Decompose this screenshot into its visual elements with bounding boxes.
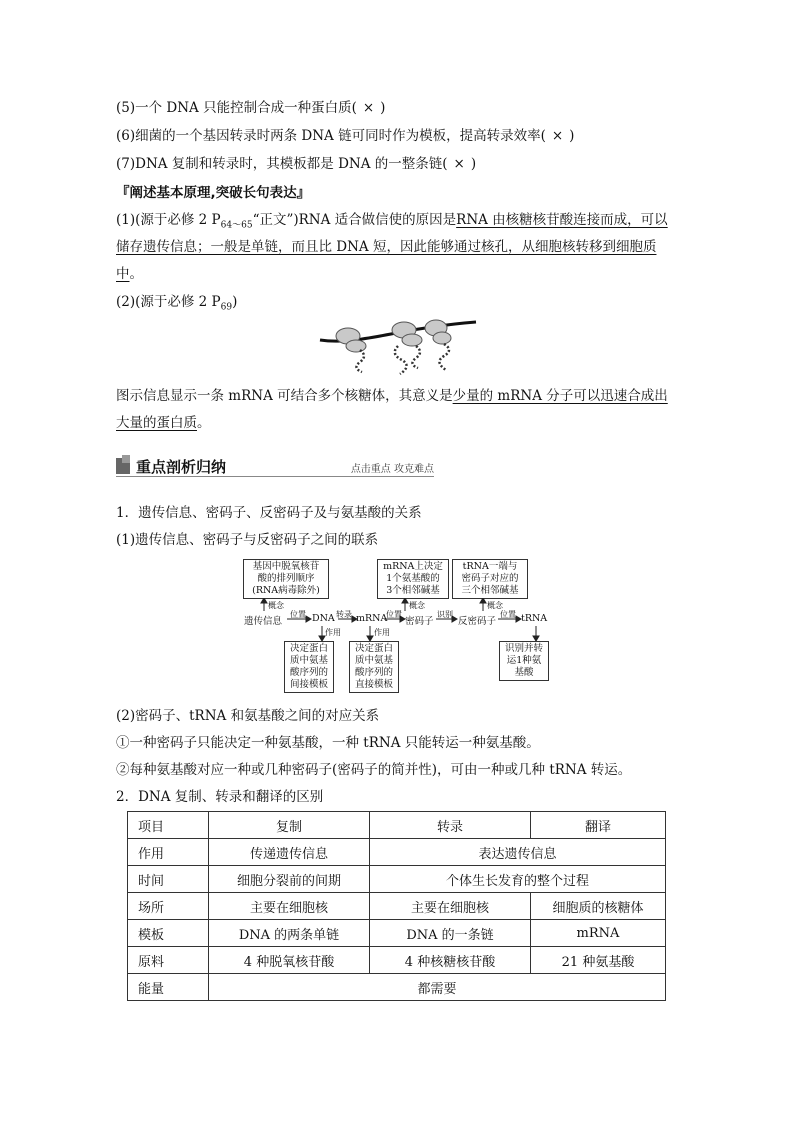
table-row: 作用 传递遗传信息 表达遗传信息	[128, 839, 666, 866]
judge-item-6: (6)细菌的一个基因转录时两条 DNA 链可同时作为模板，提高转录效率( × )	[116, 128, 575, 144]
box-trna-function: 识别并转 运1种氨 基酸	[499, 641, 549, 681]
node-dna: DNA	[312, 613, 335, 624]
point1-sub1: (1)遗传信息、密码子与反密码子之间的联系	[116, 532, 379, 548]
q2-answer: 少量的 mRNA 分子可以迅速合成出	[452, 388, 668, 404]
comparison-table	[127, 811, 666, 1001]
section-title-long-answer: 『阐述基本原理,突破长句表达』	[116, 185, 311, 201]
q1-line-2: 储存遗传信息；一般是单链，而且比 DNA 短，因此能够通过核孔，从细胞核转移到细胞质	[116, 239, 657, 255]
q2-line-1: (2)(源于必修 2 $P_{69}$)	[116, 294, 238, 313]
box-indirect-template: 决定蛋白 质中氨基 酸序列的 间接模板	[284, 641, 334, 693]
point1-item-a: ①一种密码子只能决定一种氨基酸，一种 tRNA 只能转运一种氨基酸。	[116, 735, 540, 751]
judge-item-5: (5)一个 DNA 只能控制合成一种蛋白质( × )	[116, 100, 386, 116]
table-row: 能量 都需要	[128, 974, 666, 1001]
key-section-header: 重点剖析归纳 点击重点 攻克难点	[116, 455, 434, 477]
polyribosome-illustration	[318, 318, 478, 376]
cross-mark: ×	[551, 128, 564, 144]
point2-heading: 2．DNA 复制、转录和翻译的区别	[116, 789, 324, 805]
q2-line-3: 大量的蛋白质。	[116, 415, 211, 431]
table-row: 模板 DNA 的两条单链 DNA 的一条链 mRNA	[128, 920, 666, 947]
cross-mark: ×	[362, 100, 375, 116]
node-genetic-info: 遗传信息	[244, 616, 283, 627]
table-row: 时间 细胞分裂前的间期 个体生长发育的整个过程	[128, 866, 666, 893]
cross-mark: ×	[453, 156, 465, 172]
point1-item-b: ②每种氨基酸对应一种或几种密码子(密码子的简并性)，可由一种或几种 tRNA 转运。	[116, 762, 632, 778]
point1-sub2: (2)密码子、tRNA 和氨基酸之间的对应关系	[116, 708, 380, 724]
q2-line-2: 图示信息显示一条 mRNA 可结合多个核糖体，其意义是少量的 mRNA 分子可以迅速合成出	[116, 388, 668, 404]
box-gene-sequence: 基因中脱氧核苷 酸的排列顺序 (RNA病毒除外)	[243, 559, 329, 599]
diagram-arrows	[240, 598, 560, 642]
table-row: 原料 4 种脱氧核苷酸 4 种核糖核苷酸 21 种氨基酸	[128, 947, 666, 974]
node-anticodon: 反密码子	[458, 616, 497, 627]
box-trna-bases: tRNA一端与 密码子对应的 三个相邻碱基	[452, 559, 528, 599]
node-mrna: mRNA	[356, 613, 388, 624]
box-mrna-bases: mRNA上决定 1个氨基酸的 3个相邻碱基	[377, 559, 449, 599]
q1-line-1: (1)(源于必修 2 $P_{64\sim 65}“$正文”)RNA 适合做信使的原因是RNA 由核糖核苷酸连接而成，可以	[116, 212, 668, 231]
node-codon: 密码子	[405, 616, 434, 627]
table-row: 场所 主要在细胞核 主要在细胞核 细胞质的核糖体	[128, 893, 666, 920]
judge-item-7: (7)DNA 复制和转录时，其模板都是 DNA 的一整条链( × )	[116, 156, 477, 172]
q1-answer: RNA 由核糖核苷酸连接而成，可以	[456, 212, 668, 228]
point1-heading: 1．遗传信息、密码子、反密码子及与氨基酸的关系	[116, 505, 422, 521]
node-trna: tRNA	[521, 613, 548, 624]
box-direct-template: 决定蛋白 质中氨基 酸序列的 直接模板	[349, 641, 399, 693]
q1-line-3: 中。	[116, 266, 143, 282]
table-row: 项目 复制 转录 翻译	[128, 812, 666, 839]
